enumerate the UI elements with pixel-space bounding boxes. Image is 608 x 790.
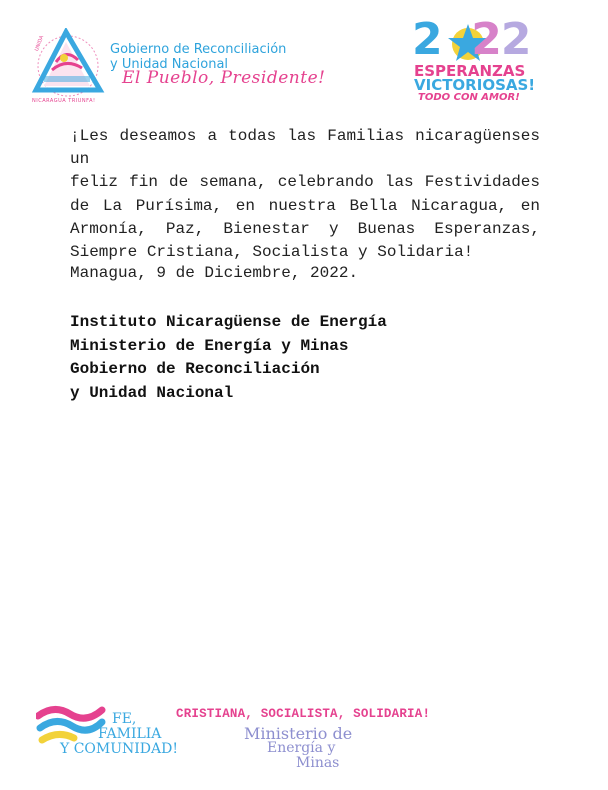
ministry-logo-line2: Energía y (267, 740, 336, 756)
paragraph-line-3: de La Purísima, en nuestra Bella Nicaragua, en (70, 196, 540, 215)
year-digit-4: 2 (500, 14, 531, 65)
ministry-logo-line1: Ministerio de (244, 724, 353, 743)
message-paragraph (70, 125, 540, 264)
paragraph-line-1: ¡Les deseamos a todas las Familias nicaragüenses un (70, 127, 540, 169)
paragraph-line-2: feliz fin de semana, celebrando las Festividades (70, 173, 540, 192)
family-line2: FAMILIA (98, 726, 162, 742)
logo-ring-text: NICARAGUA TRIUNFA! (32, 98, 96, 104)
logo-flag-text: UNIDA (34, 34, 46, 53)
paragraph-line-5: Siempre Cristiana, Socialista y Solidaria! (70, 243, 474, 262)
footer-motto: CRISTIANA, SOCIALISTA, SOLIDARIA! (176, 707, 431, 721)
signature-block (70, 311, 387, 405)
government-slogan: El Pueblo, Presidente! (122, 68, 326, 88)
campaign-year (412, 14, 531, 65)
signature-line-2: Ministerio de Energía y Minas (70, 336, 349, 355)
campaign-line2: VICTORIOSAS! (414, 76, 536, 94)
government-name-line1: Gobierno de Reconciliación (110, 42, 287, 57)
year-digit-3: 2 (471, 14, 501, 65)
campaign-line1: ESPERANZAS (414, 62, 526, 80)
signature-line-1: Instituto Nicaragüense de Energía (70, 313, 387, 331)
signature-line-4: y Unidad Nacional (70, 383, 234, 402)
paragraph-line-4: Armonía, Paz, Bienestar y Buenas Esperanzas, (70, 219, 540, 238)
campaign-line3: TODO CON AMOR! (418, 92, 520, 103)
family-line3: Y COMUNIDAD! (60, 741, 178, 757)
year-digit-1: 2 (412, 14, 442, 65)
signature-line-3: Gobierno de Reconciliación (70, 360, 320, 378)
dateline: Managua, 9 de Diciembre, 2022. (70, 264, 359, 282)
family-line1: FE, (112, 711, 137, 727)
ministry-logo-line3: Minas (296, 755, 340, 771)
government-name-line2: y Unidad Nacional (110, 57, 229, 72)
